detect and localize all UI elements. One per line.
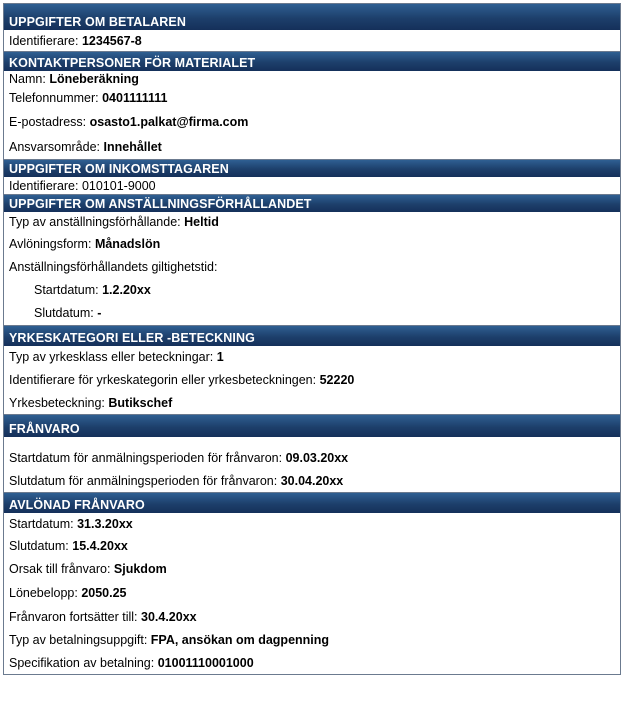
field-value: 09.03.20xx: [285, 451, 349, 465]
field-row: [4, 71, 620, 86]
field-row: [4, 391, 620, 414]
field-row: [4, 212, 620, 232]
field-value: 1.2.20xx: [102, 282, 151, 297]
field-row: [4, 368, 620, 391]
paid-absence-section: [3, 492, 621, 675]
field-row: [4, 232, 620, 255]
field-label: Slutdatum:: [9, 538, 69, 553]
field-row: [4, 86, 620, 110]
field-label: Slutdatum:: [34, 306, 94, 320]
field-label: Frånvaron fortsätter till:: [9, 609, 138, 624]
employment-section: [3, 194, 621, 325]
field-row: [4, 278, 620, 301]
section-header: FRÅNVARO: [4, 415, 620, 437]
absence-section: [3, 414, 621, 492]
field-value: 2050.25: [81, 586, 127, 600]
section-header: AVLÖNAD FRÅNVARO: [4, 493, 620, 513]
spacer: [4, 437, 620, 447]
report-document: [3, 3, 621, 675]
field-label: Typ av yrkesklass eller beteckningar:: [9, 350, 214, 364]
field-value: Löneberäkning: [49, 71, 139, 86]
field-value: Butikschef: [108, 395, 173, 410]
section-header: KONTAKTPERSONER FÖR MATERIALET: [4, 52, 620, 71]
field-value: 52220: [319, 372, 355, 387]
field-row: [4, 605, 620, 628]
field-row: [4, 513, 620, 534]
field-row: [4, 134, 620, 159]
field-value: 15.4.20xx: [72, 538, 128, 553]
field-value: 1: [216, 350, 224, 364]
field-label: Anställningsförhållandets giltighetstid:: [9, 259, 218, 274]
field-row: [4, 581, 620, 605]
field-row: [4, 110, 620, 134]
field-row: [4, 346, 620, 368]
field-label: Startdatum:: [9, 516, 74, 531]
field-label: Slutdatum för anmälningsperioden för frånvaron:: [9, 473, 278, 488]
occupation-section: [3, 325, 621, 414]
field-value: 30.04.20xx: [280, 473, 344, 488]
field-label: Identifierare för yrkeskategorin eller yrkesbeteckningen:: [9, 372, 317, 387]
field-label: Ansvarsområde:: [9, 139, 101, 154]
field-row: [4, 255, 620, 278]
field-value: FPA, ansökan om dagpenning: [150, 632, 330, 647]
field-value: Heltid: [184, 215, 219, 229]
field-label: Startdatum för anmälningsperioden för frånvaron:: [9, 451, 283, 465]
field-row: [4, 557, 620, 581]
section-header: YRKESKATEGORI ELLER -BETECKNING: [4, 326, 620, 346]
field-label: Typ av betalningsuppgift:: [9, 632, 148, 647]
contact-section: [3, 51, 621, 159]
field-value: -: [97, 306, 102, 320]
field-row: [4, 651, 620, 674]
section-header: UPPGIFTER OM INKOMSTTAGAREN: [4, 160, 620, 177]
field-row: [4, 301, 620, 325]
income-earner-section: [3, 159, 621, 194]
field-row: [4, 628, 620, 651]
field-value: 0401111111: [102, 91, 168, 105]
section-header: UPPGIFTER OM ANSTÄLLNINGSFÖRHÅLLANDET: [4, 195, 620, 212]
field-value: 1234567-8: [81, 33, 142, 48]
field-row: [4, 177, 620, 194]
field-label: Identifierare: 010101-9000: [9, 178, 156, 193]
field-value: Innehållet: [103, 139, 162, 154]
field-value: osasto1.palkat@firma.com: [89, 115, 249, 129]
field-value: 31.3.20xx: [77, 516, 133, 531]
field-label: Orsak till frånvaro:: [9, 562, 111, 576]
field-row: [4, 447, 620, 469]
field-value: Månadslön: [94, 236, 161, 251]
field-label: E-postadress:: [9, 115, 87, 129]
field-label: Avlöningsform:: [9, 236, 92, 251]
field-label: Identifierare:: [9, 33, 79, 48]
field-label: Typ av anställningsförhållande:: [9, 215, 181, 229]
field-label: Namn:: [9, 71, 46, 86]
payer-section: [3, 3, 621, 51]
field-value: Sjukdom: [113, 562, 167, 576]
field-label: Lönebelopp:: [9, 586, 78, 600]
field-row: [4, 534, 620, 557]
field-value: 01001110001000: [157, 655, 254, 670]
field-row: [4, 469, 620, 492]
field-row: [4, 30, 620, 51]
field-value: 30.4.20xx: [141, 609, 197, 624]
section-header: UPPGIFTER OM BETALAREN: [4, 4, 620, 30]
field-label: Yrkesbeteckning:: [9, 395, 105, 410]
field-label: Specifikation av betalning:: [9, 655, 155, 670]
field-label: Telefonnummer:: [9, 91, 99, 105]
field-label: Startdatum:: [34, 282, 99, 297]
